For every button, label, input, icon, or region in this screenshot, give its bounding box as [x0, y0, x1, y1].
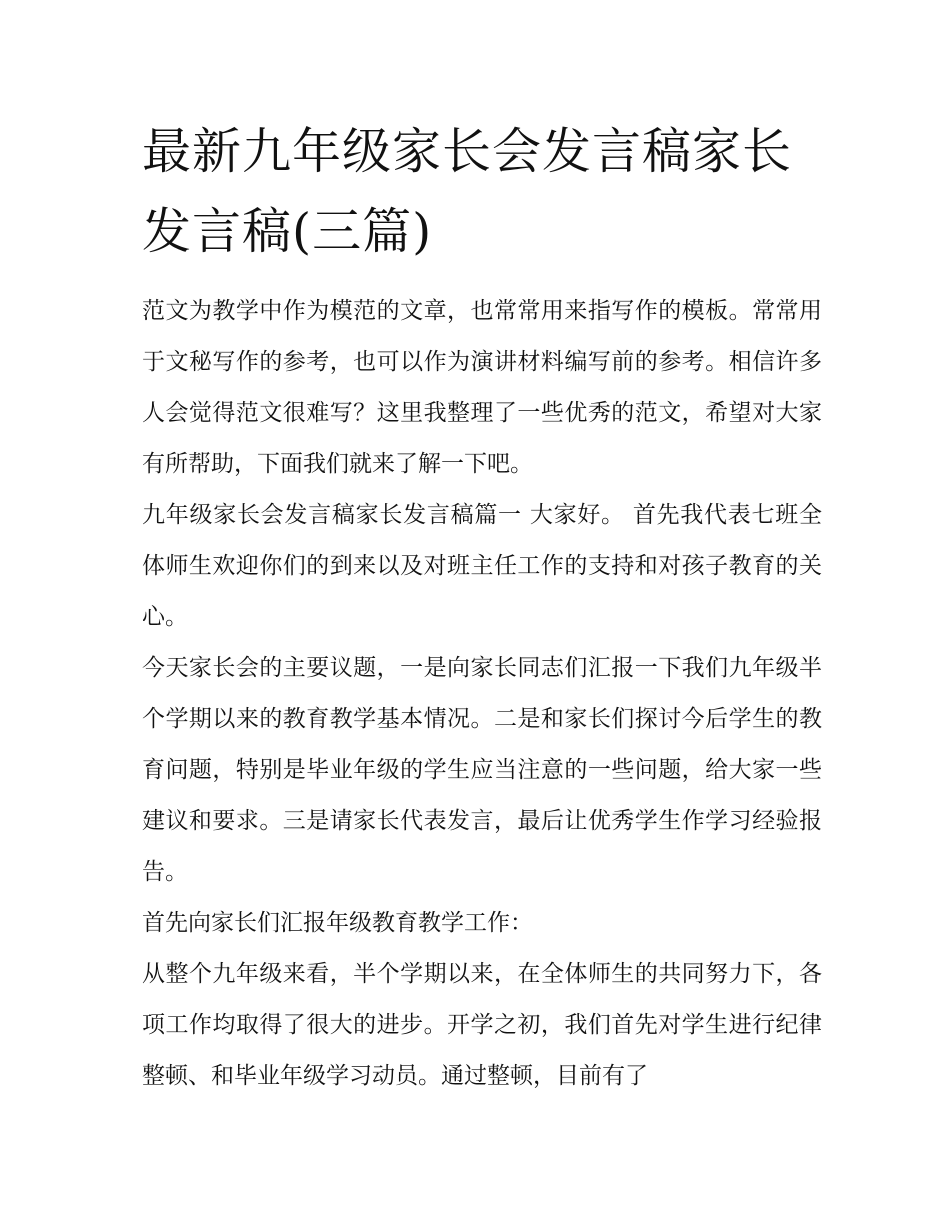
- paragraph-intro: 范文为教学中作为模范的文章，也常常用来指写作的模板。常常用于文秘写作的参考，也可以作为演讲材料编写前的参考。相信许多人会觉得范文很难写？这里我整理了一些优秀的范文，希望对大家有所帮助，下面我们就来了解一下吧。: [142, 298, 822, 477]
- paragraph-agenda: 今天家长会的主要议题，一是向家长同志们汇报一下我们九年级半个学期以来的教育教学基本情况。二是和家长们探讨今后学生的教育问题，特别是毕业年级的学生应当注意的一些问题，给大家一些建议和要求。三是请家长代表发言，最后让优秀学生作学习经验报告。: [142, 655, 822, 885]
- paragraph-greeting: 九年级家长会发言稿家长发言稿篇一 大家好。 首先我代表七班全体师生欢迎你们的到来以及对班主任工作的支持和对孩子教育的关心。: [142, 502, 822, 630]
- paragraph-report-heading: 首先向家长们汇报年级教育教学工作：: [142, 910, 533, 936]
- document-page: [142, 112, 822, 1102]
- paragraph-progress: 从整个九年级来看，半个学期以来，在全体师生的共同努力下，各项工作均取得了很大的进步。开学之初，我们首先对学生进行纪律整顿、和毕业年级学习动员。通过整顿，目前有了: [142, 961, 822, 1089]
- document-title: 最新九年级家长会发言稿家长发言稿(三篇): [142, 123, 793, 260]
